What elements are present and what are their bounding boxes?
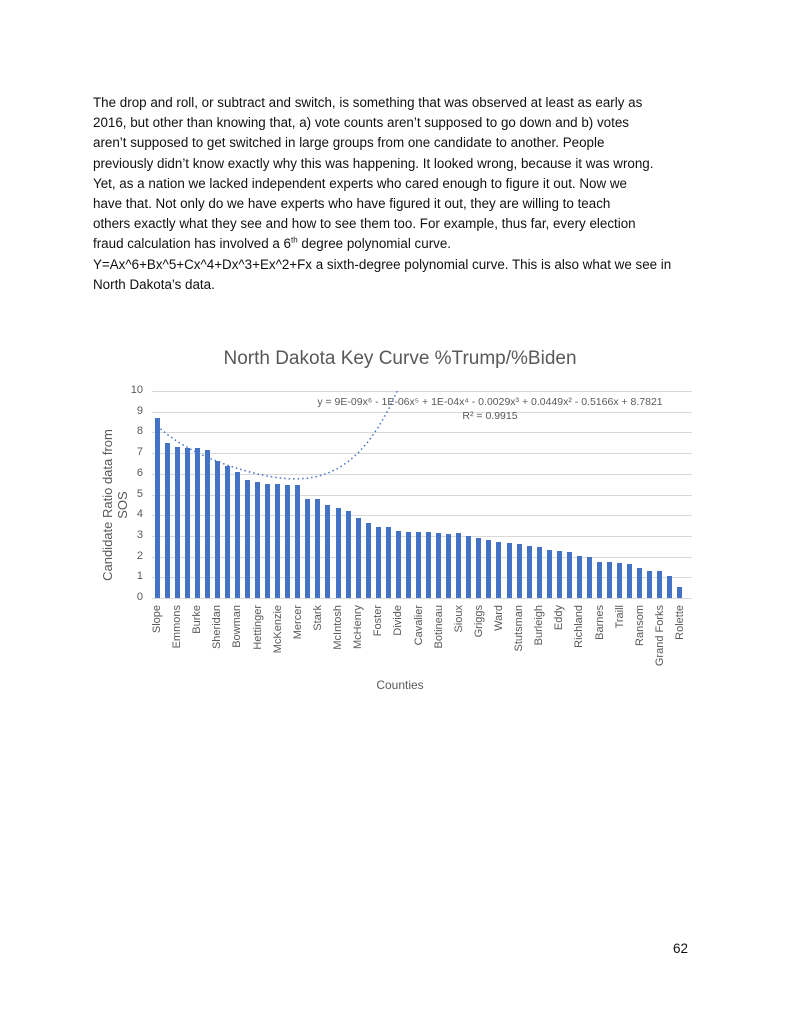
gridline: [152, 598, 692, 599]
x-tick-label: Cavalier: [412, 605, 425, 646]
x-tick-label: McHenry: [352, 605, 365, 650]
y-tick-label: 6: [136, 466, 143, 479]
x-tick-label: Grand Forks: [653, 605, 666, 667]
y-tick-label: 8: [136, 425, 143, 438]
trendline-equation: [280, 395, 700, 423]
x-tick-label: Griggs: [472, 605, 485, 638]
x-tick-label: Botineau: [432, 605, 445, 649]
y-tick-label: 5: [136, 487, 143, 500]
r-squared-text: R² = 0.9915: [462, 410, 518, 422]
x-tick-label: Slope: [151, 605, 164, 634]
para-line: North Dakota’s data.: [93, 276, 215, 292]
x-axis-title: Counties: [376, 678, 424, 692]
body-paragraph: [93, 93, 713, 295]
x-tick-label: Foster: [372, 605, 385, 637]
x-tick-label: Sioux: [452, 605, 465, 633]
para-line: have that. Not only do we have experts who have figured it out, they are willing to teach: [93, 196, 611, 212]
x-tick-label: Emmons: [171, 605, 184, 649]
x-tick-label: McIntosh: [332, 605, 345, 650]
x-tick-label: Divide: [392, 605, 405, 636]
y-tick-label: 9: [136, 404, 143, 417]
x-tick-label: Bowman: [231, 605, 244, 648]
y-tick-label: 10: [130, 384, 143, 396]
para-line: [93, 234, 713, 254]
x-tick-label: McKenzie: [271, 605, 284, 654]
x-tick-label: Burke: [191, 605, 204, 634]
x-tick-label: Burleigh: [533, 605, 546, 646]
y-tick-label: 4: [136, 508, 143, 521]
x-tick-label: Sheridan: [211, 605, 224, 650]
bar-chart: [100, 340, 700, 700]
x-tick-label: Ward: [492, 605, 505, 631]
y-tick-label: 7: [136, 446, 143, 459]
equation-text: y = 9E-09x⁶ - 1E-06x⁵ + 1E-04x⁴ - 0.0029x³ + 0.0449x² - 0.5166x + 8.7821: [317, 396, 663, 408]
para-line: Yet, as a nation we lacked independent experts who cared enough to figure it out. Now we: [93, 175, 627, 191]
y-axis-title: Candidate Ratio data from SOS: [100, 429, 130, 581]
x-tick-label: Barnes: [593, 605, 606, 640]
y-tick-label: 3: [136, 528, 143, 541]
para-line: The drop and roll, or subtract and switch, is something that was observed at least as early as: [93, 95, 643, 110]
para-line: Y=Ax^6+Bx^5+Cx^4+Dx^3+Ex^2+Fx a sixth-degree polynomial curve. This is also what we see in: [93, 256, 672, 272]
superscript: th: [291, 235, 298, 245]
y-tick-label: 0: [136, 591, 143, 603]
x-tick-label: Stutsman: [513, 605, 526, 652]
y-tick-label: 2: [136, 549, 143, 562]
x-tick-label: Mercer: [291, 605, 304, 640]
x-tick-label: Rolette: [673, 605, 686, 640]
para-line: 2016, but other than knowing that, a) vote counts aren’t supposed to go down and b) votes: [93, 115, 629, 131]
x-tick-label: Eddy: [553, 605, 566, 631]
x-tick-label: Ransom: [633, 605, 646, 646]
x-tick-label: Hettinger: [251, 605, 264, 650]
page-number: 62: [673, 941, 689, 956]
x-tick-label: Traill: [613, 605, 626, 629]
para-line: aren’t supposed to get switched in large groups from one candidate to another. People: [93, 135, 605, 151]
text: fraud calculation has involved a 6: [93, 236, 292, 252]
para-line: previously didn’t know exactly why this was happening. It looked wrong, because it was wrong.: [93, 155, 654, 171]
y-tick-label: 1: [136, 570, 143, 583]
para-line: others exactly what they see and how to see them too. For example, thus far, every election: [93, 216, 636, 232]
x-tick-label: Richland: [573, 605, 586, 648]
chart-title: North Dakota Key Curve %Trump/%Biden: [223, 348, 577, 369]
x-tick-label: Stark: [311, 605, 324, 631]
text: degree polynomial curve.: [297, 236, 452, 252]
